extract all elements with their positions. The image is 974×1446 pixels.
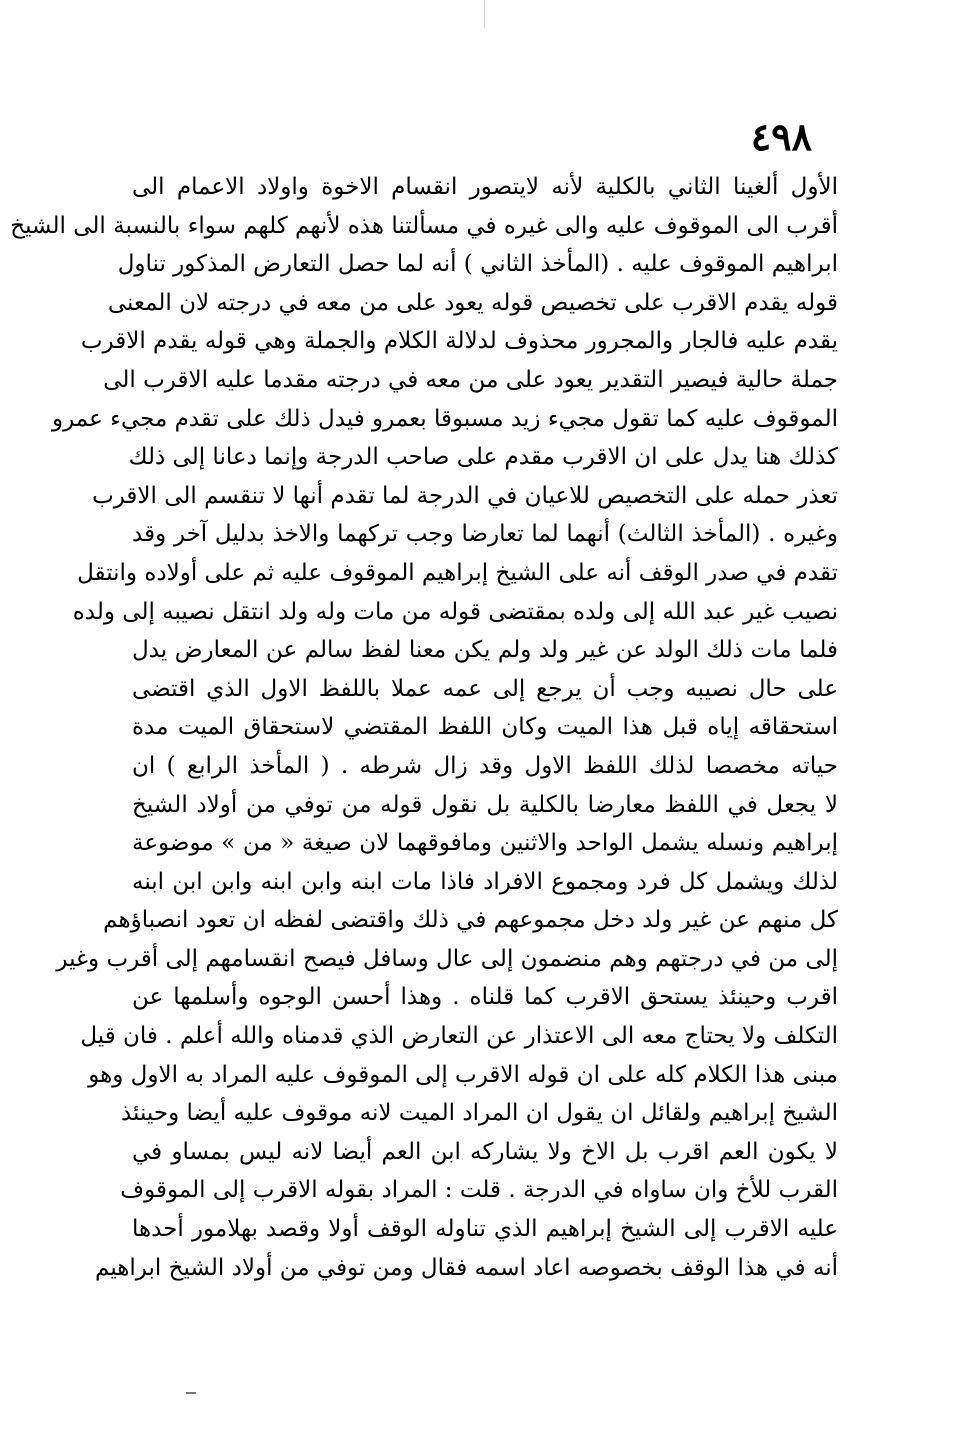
text-line: الشيخ إبراهيم ولقائل ان يقول ان المراد الميت لانه موقوف عليه أيضا وحينئذ bbox=[120, 1100, 838, 1127]
text-line: لا يكون العم اقرب بل الاخ ولا يشاركه ابن العم أيضا لانه ليس بمساو في bbox=[132, 1138, 838, 1165]
text-line: إبراهيم ونسله يشمل الواحد والاثنين ومافوقهما لان صيغة « من » موضوعة bbox=[132, 830, 838, 857]
text-line: لا يجعل في اللفظ معارضا بالكلية بل نقول قوله من توفي من أولاد الشيخ bbox=[132, 791, 838, 818]
text-line: حياته مخصصا لذلك اللفظ الاول وقد زال شرطه . ( المأخذ الرابع ) ان bbox=[132, 752, 838, 779]
text-line: الموقوف عليه كما تقول مجيء زيد مسبوقا بعمرو فيدل ذلك على تقدم مجيء عمرو bbox=[52, 405, 838, 432]
text-line: مبنى هذا الكلام كله على ان قوله الاقرب إلى الموقوف عليه المراد به الاول وهو bbox=[88, 1061, 838, 1088]
text-line: القرب للأخ وان ساواه في الدرجة . قلت : المراد بقوله الاقرب إلى الموقوف bbox=[120, 1177, 838, 1204]
text-line: كذلك هنا يدل على ان الاقرب مقدم على صاحب الدرجة وإنما دعانا إلى ذلك bbox=[128, 444, 838, 471]
text-line: فلما مات ذلك الولد عن غير ولد ولم يكن معنا لفظ سالم عن المعارض يدل bbox=[132, 637, 838, 664]
text-line: تقدم في صدر الوقف أنه على الشيخ إبراهيم الموقوف عليه ثم على أولاده وانتقل bbox=[77, 559, 838, 586]
text-line: عليه الاقرب إلى الشيخ إبراهيم الذي تناوله الوقف أولا وقصد بهلامور أحدها bbox=[132, 1216, 838, 1243]
text-line: لذلك ويشمل كل فرد ومجموع الافراد فاذا مات ابنه وابن ابنه وابن ابن ابنه bbox=[132, 868, 838, 895]
text-line: كل منهم عن غير ولد دخل مجموعهم في ذلك واقتضى لفظه ان تعود انصباؤهم bbox=[103, 907, 838, 934]
text-line: جملة حالية فيصير التقدير يعود على من معه في درجته مقدما عليه الاقرب الى bbox=[103, 366, 838, 393]
text-line: إلى من في درجتهم وهم منضمون إلى عال وسافل فيصح انقسامهم إلى أقرب وغير bbox=[56, 945, 838, 972]
text-line: يقدم عليه فالجار والمجرور محذوف لدلالة الكلام والجملة وهي قوله يقدم الاقرب bbox=[80, 328, 838, 355]
stray-mark bbox=[186, 1392, 196, 1394]
text-line: قوله يقدم الاقرب على تخصيص قوله يعود على من معه في درجته لان المعنى bbox=[107, 289, 838, 316]
text-line: وغيره . (المأخذ الثالث) أنهما لما تعارضا وجب تركهما والاخذ بدليل آخر وقد bbox=[132, 521, 838, 548]
text-line: التكلف ولا يحتاج معه الى الاعتذار عن التعارض الذي قدمناه والله أعلم . فان قيل bbox=[80, 1023, 838, 1050]
body-text bbox=[10, 168, 838, 1287]
text-line: استحقاقه إياه قبل هذا الميت وكان اللفظ المقتضي لاستحقاق الميت مدة bbox=[132, 714, 838, 741]
text-line: أنه في هذا الوقف بخصوصه اعاد اسمه فقال ومن توفي من أولاد الشيخ ابراهيم bbox=[95, 1254, 838, 1281]
page-number: ٤٩٨ bbox=[750, 114, 812, 159]
text-line: نصيب غير عبد الله إلى ولده بمقتضى قوله من مات وله ولد انتقل نصيبه إلى ولده bbox=[72, 598, 838, 625]
text-line: أقرب الى الموقوف عليه والى غيره في مسألتنا هذه لأنهم كلهم سواء بالنسبة الى الشيخ bbox=[10, 212, 838, 239]
text-line: تعذر حمله على التخصيص للاعيان في الدرجة لما تقدم أنها لا تنقسم الى الاقرب bbox=[92, 482, 838, 509]
text-line: ابراهيم الموقوف عليه . (المأخذ الثاني ) أنه لما حصل التعارض المذكور تناول bbox=[117, 251, 838, 278]
text-line: اقرب وحينئذ يستحق الاقرب كما قلناه . وهذا أحسن الوجوه وأسلمها عن bbox=[132, 984, 838, 1011]
page-crease bbox=[484, 0, 485, 28]
text-line: على حال نصيبه وجب أن يرجع إلى عمه عملا باللفظ الاول الذي اقتضى bbox=[132, 675, 838, 702]
text-line: الأول ألغينا الثاني بالكلية لأنه لايتصور انقسام الاخوة واولاد الاعمام الى bbox=[132, 174, 838, 200]
